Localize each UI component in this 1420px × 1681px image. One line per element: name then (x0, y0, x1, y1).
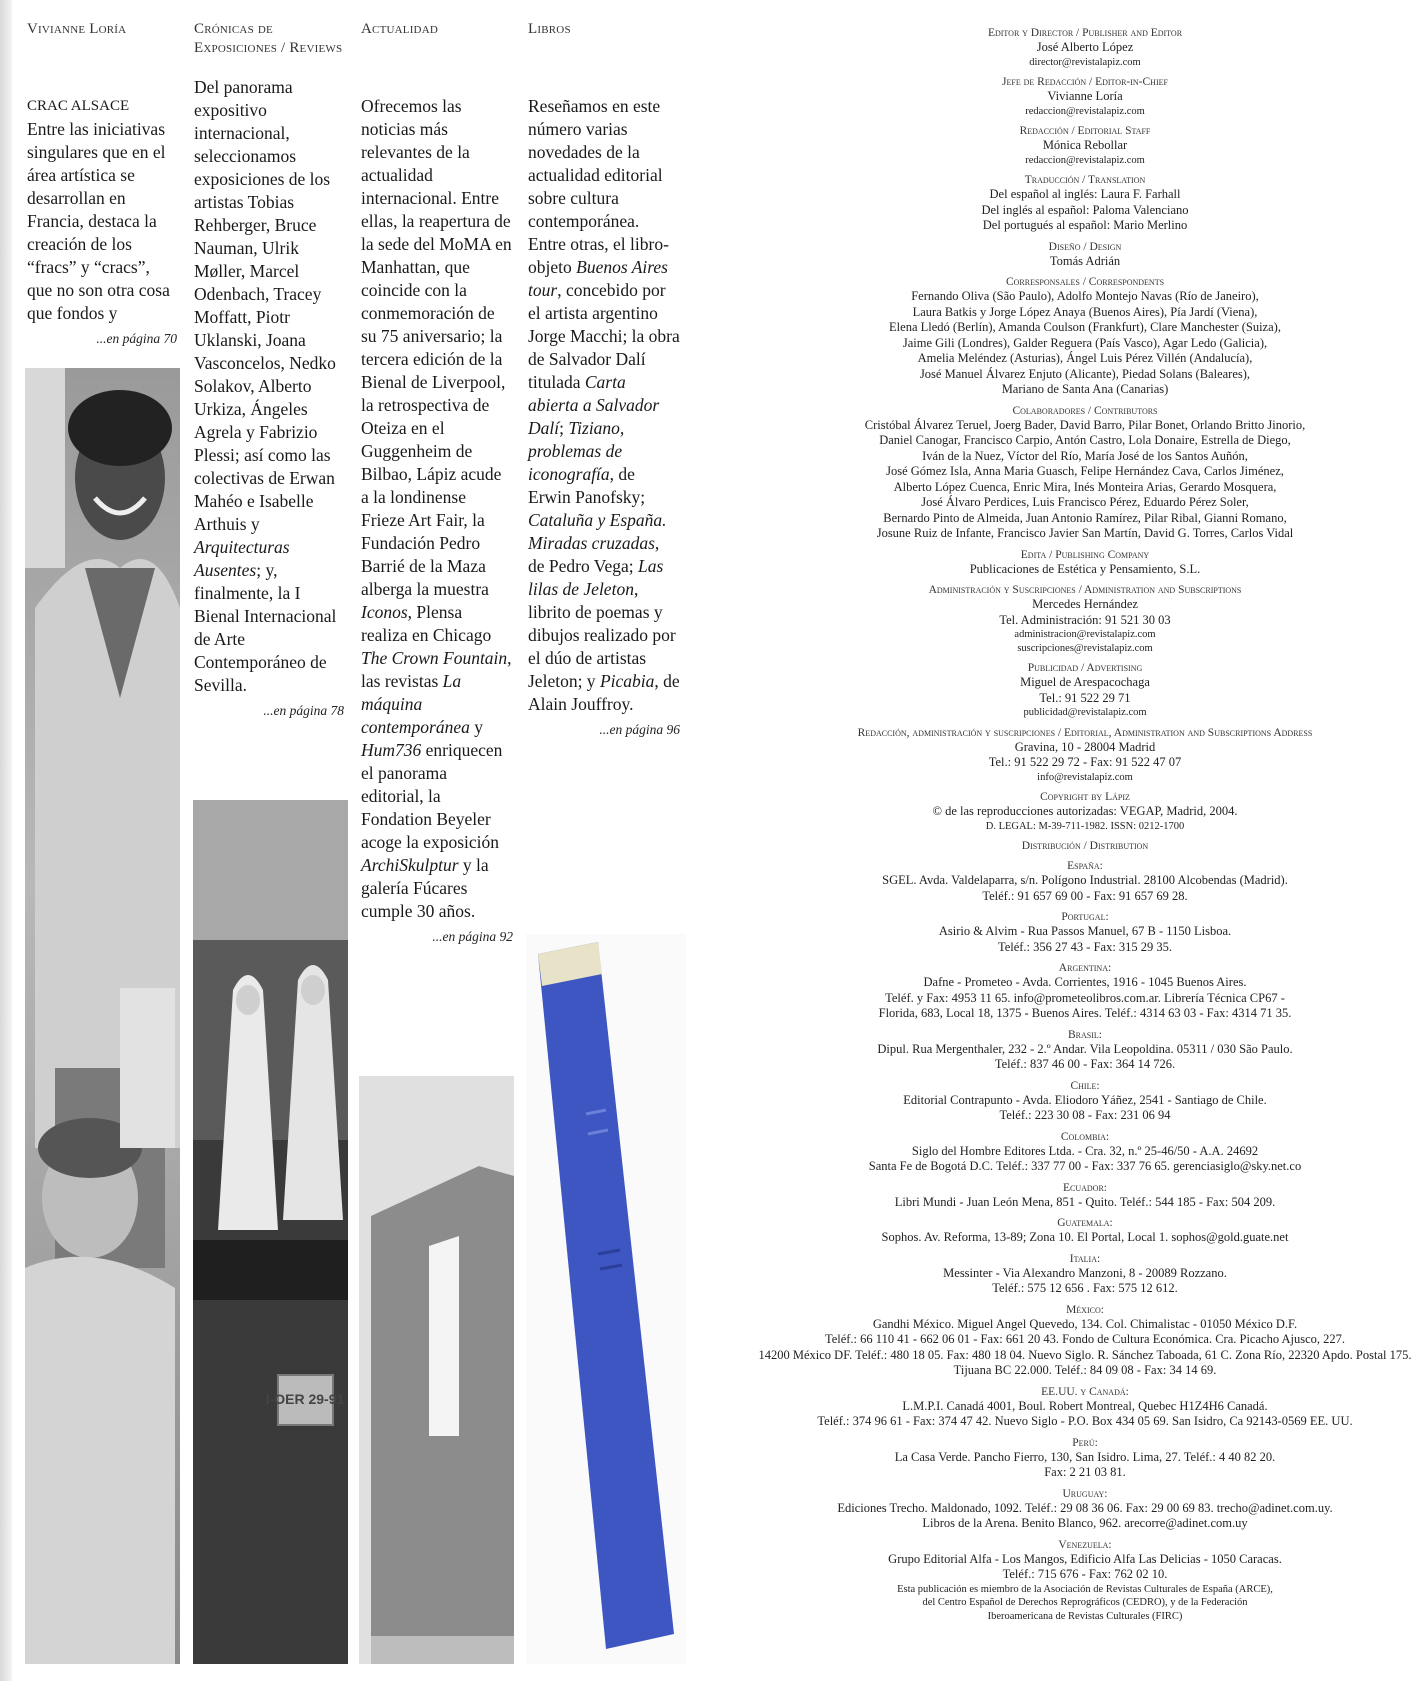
credit-role: Distribución / Distribution (1021, 840, 1149, 852)
credit-line: Teléf.: 223 30 08 - Fax: 231 06 94 (999, 1108, 1171, 1122)
credit-line: Ediciones Trecho. Maldonado, 1092. Teléf.: 29 08 36 06. Fax: 29 00 69 83. trecho@adinet.com.uy. (837, 1500, 1333, 1515)
column-1-heading: Vivianne Loría (27, 21, 127, 37)
credit-role: Colombia: (1060, 1130, 1110, 1143)
text-run: enriquecen el panorama editorial, la Fondation Beyeler acoge la exposición (361, 740, 503, 852)
credit-role: Italia: (1069, 1252, 1101, 1265)
credit-line: Sophos. Av. Reforma, 13-89; Zona 10. El Portal, Local 1. sophos@gold.guate.net (881, 1230, 1289, 1244)
credit-block (755, 661, 1415, 720)
blue-book-photo (526, 934, 686, 1664)
credit-line: Iván de la Nuez, Víctor del Río, María José de los Santos Auñón, (922, 448, 1248, 463)
credit-contact[interactable]: administracion@revistalapiz.com (1014, 629, 1156, 640)
credit-role: Administración y Suscripciones / Administration and Subscriptions (928, 584, 1242, 596)
masthead-credits (755, 20, 1415, 1623)
credit-line: Fernando Oliva (São Paulo), Adolfo Montejo Navas (Río de Janeiro), (911, 289, 1259, 303)
credit-block (755, 859, 1415, 904)
credit-block (755, 1583, 1415, 1624)
credit-line: Florida, 683, Local 18, 1375 - Buenos Aires. Teléf.: 4314 63 03 - Fax: 4314 71 35. (878, 1006, 1292, 1020)
credit-line: Fax: 2 21 03 81. (1044, 1465, 1126, 1479)
credit-line: L.M.P.I. Canadá 4001, Boul. Robert Montreal, Quebec H1Z4H6 Canadá. (902, 1398, 1268, 1413)
credit-line: Bernardo Pinto de Almeida, Juan Antonio Ramírez, Pilar Ribal, Gianni Romano, (883, 510, 1287, 525)
credit-line: José Manuel Álvarez Enjuto (Alicante), Piedad Solans (Baleares), (919, 366, 1251, 381)
credit-role: Portugal: (1061, 911, 1109, 923)
credit-line: Elena Lledó (Berlín), Amanda Coulson (Frankfurt), Clare Manchester (Suiza), (889, 320, 1281, 334)
text-run: Picabia (599, 671, 655, 691)
text-run: , de Pedro Vega; (528, 533, 660, 576)
column-2-heading: Crónicas de Exposiciones / Reviews (194, 21, 343, 56)
credit-line: Tel.: 91 522 29 71 (1039, 690, 1131, 705)
column-4-heading: Libros (528, 21, 571, 37)
credit-line: Teléf.: 575 12 656 . Fax: 575 12 612. (992, 1281, 1178, 1295)
credit-block (755, 790, 1415, 820)
text-run: , concebido por el artista argentino Jorge Macchi; la obra de Salvador Dalí titulada (528, 280, 680, 392)
text-run: , las revistas (361, 648, 512, 691)
credit-block (755, 839, 1415, 853)
credit-line: SGEL. Avda. Valdelaparra, s/n. Polígono Industrial. 28100 Alcobendas (Madrid). (882, 873, 1288, 887)
credit-block (755, 548, 1415, 578)
text-run: ArchiSkulptur (361, 855, 459, 875)
column-3-text (361, 95, 513, 923)
credit-role: Brasil: (1068, 1028, 1102, 1041)
credit-line: Del inglés al español: Paloma Valenciano (981, 202, 1189, 217)
credit-block (755, 124, 1415, 167)
text-run: ; (559, 418, 569, 438)
credit-role: Chile: (1070, 1079, 1100, 1092)
text-run: , Plensa realiza en Chicago (361, 602, 492, 645)
text-run: Las lilas de Jeleton (528, 556, 664, 599)
text-run: Tiziano, problemas de iconografía (528, 418, 625, 484)
credit-contact[interactable]: del Centro Español de Derechos Reprográficos (CEDRO), y de la Federación (922, 1597, 1248, 1608)
column-3-heading: Actualidad (361, 21, 438, 37)
credit-line: Alberto López Cuenca, Enric Mira, Inés Monteira Arias, Gerardo Mosquera, (893, 479, 1277, 494)
credit-block (755, 1252, 1415, 1297)
text-run: Arquitecturas Ausentes (194, 537, 290, 580)
credit-line: Teléf.: 715 676 - Fax: 762 02 10. (1002, 1567, 1168, 1581)
credit-role: Publicidad / Advertising (1027, 662, 1143, 674)
credit-line: Teléf. y Fax: 4953 11 65. info@prometeolibros.com.ar. Librería Técnica CP67 - (885, 990, 1285, 1005)
credit-role: Redacción, administración y suscripciones / Editorial, Administration and Subscriptions Address (857, 726, 1313, 739)
credit-block (755, 961, 1415, 1022)
credit-line: Teléf.: 91 657 69 00 - Fax: 91 657 69 28. (982, 888, 1188, 903)
credit-role: Diseño / Design (1048, 240, 1122, 253)
credit-role: Perú: (1072, 1436, 1098, 1449)
credit-line: 14200 México DF. Teléf.: 480 18 05. Fax: 480 18 04. Nuevo Siglo. R. Sánchez Taboada, 61 C. Zona Río, 22320 Apdo. Postal 175. (758, 1347, 1412, 1362)
credit-role: Redacción / Editorial Staff (1019, 125, 1151, 137)
credit-block (755, 1028, 1415, 1073)
credit-line: Miguel de Arespacochaga (1020, 675, 1150, 689)
credit-contact[interactable]: D. LEGAL: M-39-711-1982. ISSN: 0212-1700 (985, 820, 1185, 832)
credit-line: Libros de la Arena. Benito Blanco, 962. arecorre@adinet.com.uy (922, 1516, 1248, 1530)
column-1-more-link[interactable]: ...en página 70 (96, 331, 177, 346)
credit-line: José Álvaro Perdices, Luis Francisco Pérez, Eduardo Pérez Soler, (921, 495, 1249, 509)
credit-line: Gandhi México. Miguel Angel Quevedo, 134. Col. Chimalistac - 01050 México D.F. (872, 1316, 1298, 1331)
credit-line: Cristóbal Álvarez Teruel, Joerg Bader, David Barro, Pilar Bonet, Orlando Britto Jinorio, (864, 417, 1306, 432)
credit-role: Colaboradores / Contributors (1012, 404, 1158, 417)
credit-line: La Casa Verde. Pancho Fierro, 130, San Isidro. Lima, 27. Teléf.: 4 40 82 20. (894, 1449, 1276, 1464)
column-4 (528, 20, 680, 738)
credit-line: Libri Mundi - Juan León Mena, 851 - Quito. Teléf.: 544 185 - Fax: 504 209. (894, 1194, 1276, 1209)
text-run: , de Erwin Panofsky; (528, 464, 646, 507)
credit-role: Jefe de Redacción / Editor-in-Chief (1002, 76, 1168, 88)
credit-line: Mónica Rebollar (1042, 138, 1128, 152)
credit-line: Mercedes Hernández (1032, 597, 1138, 611)
column-4-text (528, 95, 680, 716)
credit-block (755, 1385, 1415, 1430)
text-run: y (469, 717, 483, 737)
text-run: The Crown Fountain (361, 648, 508, 668)
credit-role: Editor y Director / Publisher and Editor (987, 27, 1183, 39)
credit-role: Venezuela: (1058, 1538, 1112, 1551)
column-4-more-link[interactable]: ...en página 96 (599, 722, 680, 737)
credit-line: Del español al inglés: Laura F. Farhall (989, 187, 1181, 201)
text-run: Cataluña y España. Miradas cruzadas (528, 510, 667, 553)
column-1 (27, 20, 177, 347)
text-run: Del panorama expositivo internacional, seleccionamos exposiciones de los artistas Tobias Rehberger, Bruce Nauman, Ulrik Møller, Marcel Odenbach, Tracey Moffatt, Piotr Uklanski, Joana Vasconcelos, Nedko Solakov, Alberto Urkiza, Ángeles Agrela y Fabrizio Plessi; así como las colectivas de Erwan Mahéo e Isabelle Arthuis y (194, 77, 336, 534)
credit-block (755, 275, 1415, 398)
credit-block (755, 404, 1415, 542)
credit-block (755, 75, 1415, 118)
credit-role: Ecuador: (1062, 1181, 1107, 1194)
credit-line: Mariano de Santa Ana (Canarias) (1001, 382, 1169, 396)
credit-role: Corresponsales / Correspondents (1005, 276, 1165, 288)
credit-block (755, 726, 1415, 785)
credit-role: Copyright by Lápiz (1040, 791, 1130, 803)
credit-line: Siglo del Hombre Editores Ltda. - Cra. 32, n.º 25-46/50 - A.A. 24692 (911, 1143, 1259, 1158)
credit-line: Daniel Canogar, Francisco Carpio, Antón Castro, Lola Donaire, Estrella de Diego, (879, 433, 1291, 447)
credit-line: Vivianne Loría (1047, 89, 1123, 103)
credit-contact[interactable]: redaccion@revistalapiz.com (1025, 154, 1145, 166)
credit-line: Publicaciones de Estética y Pensamiento, S.L. (969, 561, 1201, 576)
credit-block (755, 26, 1415, 69)
credit-role: España: (1067, 860, 1103, 872)
credit-block (755, 1436, 1415, 1481)
credit-line: Laura Batkis y Jorge López Anaya (Buenos Aires), Pía Jardí (Viena), (912, 304, 1258, 319)
credit-line: Teléf.: 356 27 43 - Fax: 315 29 35. (997, 939, 1173, 954)
credit-line: Santa Fe de Bogotá D.C. Teléf.: 337 77 00 - Fax: 337 76 65. gerenciasiglo@sky.net.co (868, 1159, 1302, 1173)
text-run: y la galería Fúcares cumple 30 años. (361, 855, 489, 921)
credit-line: José Gómez Isla, Anna Maria Guasch, Felipe Hernández Cava, Carlos Jiménez, (886, 464, 1284, 478)
text-run: , de Alain Jouffroy. (528, 671, 680, 714)
credit-contact[interactable]: redaccion@revistalapiz.com (1025, 105, 1145, 117)
column-3-more-link[interactable]: ...en página 92 (432, 929, 513, 944)
credit-role: Guatemala: (1057, 1217, 1113, 1229)
credit-block (755, 1130, 1415, 1175)
credit-line: Messinter - Via Alexandro Manzoni, 8 - 20089 Rozzano. (943, 1265, 1227, 1280)
credit-block (755, 583, 1415, 655)
text-run: Hum736 (361, 740, 422, 760)
credit-line: Dafne - Prometeo - Avda. Corrientes, 1916 - 1045 Buenos Aires. (923, 975, 1247, 989)
column-1-text: Entre las iniciativas singulares que en el área artística se desarrollan en Francia, destaca la creación de los “fracs” y “cracs”, que no son otra cosa que fondos y (27, 119, 170, 323)
credit-line: Teléf.: 837 46 00 - Fax: 364 14 726. (994, 1057, 1176, 1071)
credit-line: Del portugués al español: Mario Merlino (982, 218, 1188, 232)
credit-line: Tijuana BC 22.000. Teléf.: 84 09 08 - Fax: 34 14 69. (953, 1363, 1217, 1377)
text-run: ; y, finalmente, la I Bienal Internacional de Arte Contemporáneo de Sevilla. (194, 560, 337, 695)
credit-contact[interactable]: info@revistalapiz.com (1037, 771, 1133, 783)
text-run: Buenos Aires tour (528, 257, 668, 300)
page-edge (0, 0, 12, 1681)
license-plate-text: I-OER 29-91 (265, 1391, 345, 1407)
credit-role: Edita / Publishing Company (1020, 548, 1150, 561)
credit-role: Uruguay: (1062, 1487, 1108, 1500)
text-run: Carta abierta a Salvador Dalí (528, 372, 660, 438)
text-run: Iconos (361, 602, 408, 622)
credit-block (755, 1487, 1415, 1532)
credit-line: Josune Ruiz de Infante, Francisco Javier San Martín, David G. Torres, Carlos Vidal (876, 526, 1294, 540)
credit-block (755, 1303, 1415, 1379)
credit-role: EE.UU. y Canadá: (1041, 1385, 1129, 1398)
statues-photo (193, 800, 348, 1664)
credit-line: Teléf.: 374 96 61 - Fax: 374 47 42. Nuevo Siglo - P.O. Box 434 05 69. San Isidro, Ca 92143-0569 EE. UU. (817, 1414, 1353, 1428)
column-2 (194, 20, 344, 719)
credit-contact[interactable]: Esta publicación es miembro de la Asociación de Revistas Culturales de España (ARCE), (897, 1583, 1273, 1595)
credit-block (755, 1181, 1415, 1211)
credit-contact[interactable]: suscripciones@revistalapiz.com (1017, 642, 1153, 654)
credit-line: Amelia Meléndez (Asturias), Ángel Luis Pérez Villén (Andalucía), (917, 351, 1253, 365)
credit-contact[interactable]: publicidad@revistalapiz.com (1023, 707, 1147, 718)
text-run: La máquina contemporánea (361, 671, 470, 737)
text-run: Ofrecemos las noticias más relevantes de la actualidad internacional. Entre ellas, la reapertura de la sede del MoMA en Manhattan, que coincide con la conmemoración de su 75 aniversario; la tercera edición de la Bienal de Liverpool, la retrospectiva de Oteiza en el Guggenheim de Bilbao, Lápiz acude a la londinense Frieze Art Fair, la Fundación Pedro Barrié de la Maza alberga la muestra (361, 96, 512, 599)
credit-contact[interactable]: director@revistalapiz.com (1029, 56, 1141, 68)
column-1-kicker: CRAC ALSACE (27, 98, 130, 114)
credit-line: Teléf.: 66 110 41 - 662 06 01 - Fax: 661 20 43. Fondo de Cultura Económica. Cra. Picacho Ajusco, 227. (824, 1332, 1346, 1346)
sculpture-photo (359, 1076, 514, 1664)
credit-block (755, 820, 1415, 834)
credit-line: Tel.: 91 522 29 72 - Fax: 91 522 47 07 (988, 755, 1182, 769)
credit-block (755, 1079, 1415, 1124)
column-2-more-link[interactable]: ...en página 78 (263, 703, 344, 718)
credit-block (755, 910, 1415, 955)
credit-line: Asirio & Alvim - Rua Passos Manuel, 67 B - 1150 Lisboa. (938, 924, 1232, 938)
credit-line: Dipul. Rua Mergenthaler, 232 - 2.º Andar. Vila Leopoldina. 05311 / 030 São Paulo. (877, 1041, 1293, 1056)
credit-line: Gravina, 10 - 28004 Madrid (1014, 739, 1156, 754)
credit-block (755, 1216, 1415, 1246)
text-run: Reseñamos en este número varias novedades de la actualidad editorial sobre cultura contemporánea. Entre otras, el libro-objeto (528, 96, 669, 277)
portrait-photo (25, 368, 180, 1664)
credit-line: José Alberto López (1036, 40, 1134, 54)
credit-block (755, 240, 1415, 270)
credit-line: © de las reproducciones autorizadas: VEGAP, Madrid, 2004. (932, 804, 1238, 818)
column-3 (361, 20, 513, 945)
credit-contact[interactable]: Iberoamericana de Revistas Culturales (FIRC) (987, 1610, 1183, 1622)
credit-role: México: (1066, 1303, 1104, 1316)
credit-line: Grupo Editorial Alfa - Los Mangos, Edificio Alfa Las Delicias - 1050 Caracas. (888, 1551, 1282, 1566)
credit-line: Jaime Gili (Londres), Galder Reguera (País Vasco), Agar Ledo (Galicia), (902, 335, 1268, 350)
credit-line: Editorial Contrapunto - Avda. Eliodoro Yáñez, 2541 - Santiago de Chile. (903, 1092, 1267, 1107)
credit-block (755, 1538, 1415, 1583)
credit-line: Tel. Administración: 91 521 30 03 (999, 612, 1171, 627)
credit-block (755, 173, 1415, 234)
credit-role: Traducción / Translation (1024, 174, 1146, 186)
column-2-text (194, 76, 344, 697)
text-run: , librito de poemas y dibujos realizado por el dúo de artistas Jeleton; y (528, 579, 676, 691)
credit-line: Tomás Adrián (1049, 253, 1121, 268)
credit-role: Argentina: (1058, 962, 1112, 974)
